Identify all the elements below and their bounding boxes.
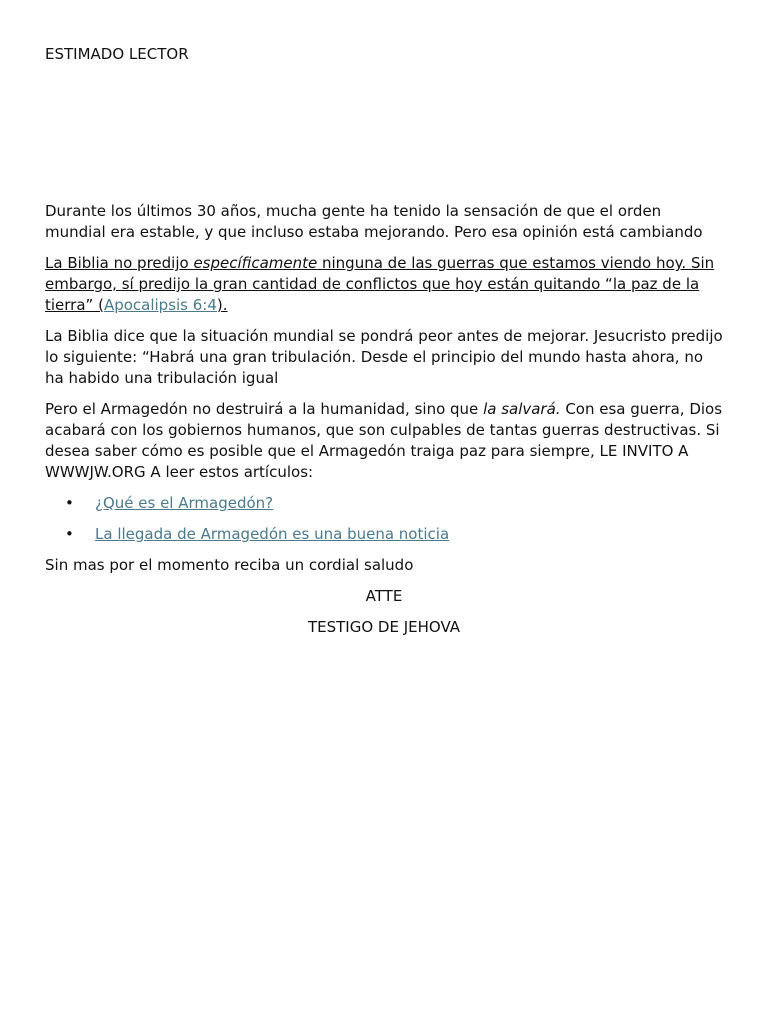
- apocalipsis-link[interactable]: Apocalipsis 6:4: [103, 296, 217, 314]
- closing-line: Sin mas por el momento reciba un cordial saludo: [45, 556, 414, 574]
- armageddon-text-emphasis: la salvará.: [483, 400, 561, 418]
- article-link-good-news[interactable]: La llegada de Armagedón es una buena noticia: [95, 525, 450, 543]
- atte-line: ATTE: [365, 587, 403, 605]
- paragraph-bible-prediction: [45, 253, 723, 316]
- list-item: [45, 524, 723, 545]
- article-link-what-is-armageddon[interactable]: ¿Qué es el Armagedón?: [95, 494, 274, 512]
- blank-space: [45, 65, 723, 201]
- bible-text-part3: ).: [216, 296, 228, 314]
- bible-text-emphasis: específicamente: [193, 254, 318, 272]
- paragraph-intro: Durante los últimos 30 años, mucha gente ha tenido la sensación de que el orden mundial era estable, y que incluso estaba mejorando. Pero esa opinión está cambiando: [45, 202, 703, 241]
- bible-text-part2: ninguna de las guerras que estamos viendo hoy. Sin embargo, sí predijo la gran cantidad de conflictos que hoy están quitando “la paz de la tierra” (: [45, 254, 715, 314]
- salutation: ESTIMADO LECTOR: [45, 45, 189, 63]
- armageddon-text-part2: Con esa guerra, Dios acabará con los gobiernos humanos, que son culpables de tantas guerras destructivas. Si desea saber cómo es posible que el Armagedón traiga paz para siempre, LE INVITO A WWWJW.ORG A leer estos artículos:: [45, 400, 723, 481]
- bullet-icon: •: [65, 494, 74, 512]
- bible-text-part1: La Biblia no predijo: [45, 254, 194, 272]
- article-list: [45, 493, 723, 545]
- signature-line: TESTIGO DE JEHOVA: [307, 618, 461, 636]
- list-item: [45, 493, 723, 514]
- armageddon-text-part1: Pero el Armagedón no destruirá a la humanidad, sino que: [45, 400, 484, 418]
- bullet-icon: •: [65, 525, 74, 543]
- paragraph-armageddon: [45, 399, 723, 483]
- paragraph-tribulation: La Biblia dice que la situación mundial se pondrá peor antes de mejorar. Jesucristo predijo lo siguiente: “Habrá una gran tribulación. Desde el principio del mundo hasta ahora, no ha habido una tribulación igual: [45, 327, 723, 387]
